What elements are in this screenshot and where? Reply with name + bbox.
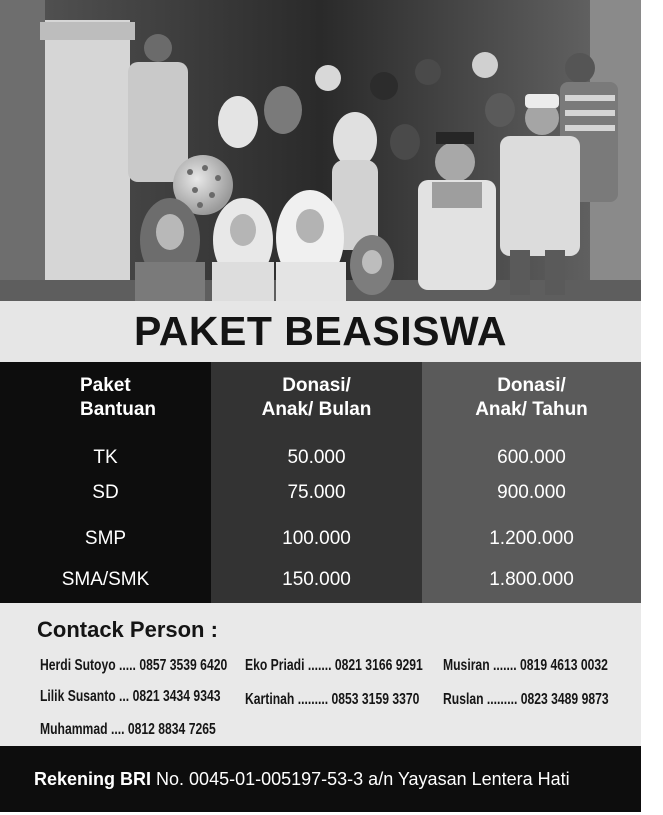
monthly-cell: 100.000 bbox=[282, 528, 351, 549]
contact-person: Herdi Sutoyo ..... 0857 3539 6420 bbox=[40, 657, 228, 674]
yearly-cell: 1.800.000 bbox=[489, 569, 574, 590]
contact-person: Eko Priadi ....... 0821 3166 9291 bbox=[245, 657, 423, 674]
level-cell: SD bbox=[92, 482, 119, 503]
contact-person: Musiran ....... 0819 4613 0032 bbox=[443, 657, 608, 674]
contact-section bbox=[0, 603, 641, 746]
column-package bbox=[0, 362, 211, 603]
yearly-cell: 1.200.000 bbox=[489, 528, 574, 549]
column-monthly bbox=[211, 362, 422, 603]
monthly-cell: 50.000 bbox=[287, 447, 346, 468]
level-cell: SMA/SMK bbox=[61, 569, 150, 590]
header-monthly bbox=[211, 374, 422, 422]
title-band bbox=[0, 301, 641, 362]
header-line: Anak/ Tahun bbox=[475, 399, 588, 420]
header-yearly bbox=[422, 374, 641, 422]
column-yearly bbox=[422, 362, 641, 603]
header-line: Bantuan bbox=[80, 399, 156, 420]
level-cell: SMP bbox=[84, 528, 127, 549]
monthly-cell: 150.000 bbox=[282, 569, 351, 590]
contact-heading: Contack Person : bbox=[37, 617, 218, 642]
contact-person: Muhammad .... 0812 8834 7265 bbox=[40, 721, 216, 738]
page-title: PAKET BEASISWA bbox=[134, 308, 507, 354]
scholarship-table bbox=[0, 362, 641, 603]
header-line: Donasi/ bbox=[282, 375, 351, 396]
bank-label: Rekening BRI bbox=[34, 768, 152, 789]
group-photo bbox=[0, 0, 641, 301]
header-package bbox=[80, 374, 211, 422]
contact-person: Kartinah ......... 0853 3159 3370 bbox=[245, 691, 420, 708]
yearly-cell: 600.000 bbox=[497, 447, 566, 468]
level-cell: TK bbox=[93, 447, 118, 468]
children-photo-image bbox=[0, 0, 641, 301]
header-line: Donasi/ bbox=[497, 375, 566, 396]
contact-person: Lilik Susanto ... 0821 3434 9343 bbox=[40, 688, 221, 705]
yearly-cell: 900.000 bbox=[497, 482, 566, 503]
monthly-cell: 75.000 bbox=[287, 482, 346, 503]
header-line: Anak/ Bulan bbox=[261, 399, 372, 420]
bank-account-text bbox=[34, 769, 570, 790]
contact-person: Ruslan ......... 0823 3489 9873 bbox=[443, 691, 609, 708]
bank-account-strip bbox=[0, 746, 641, 812]
bank-account-number: No. 0045-01-005197-53-3 a/n Yayasan Lentera Hati bbox=[151, 768, 570, 789]
header-line: Paket bbox=[80, 375, 131, 396]
